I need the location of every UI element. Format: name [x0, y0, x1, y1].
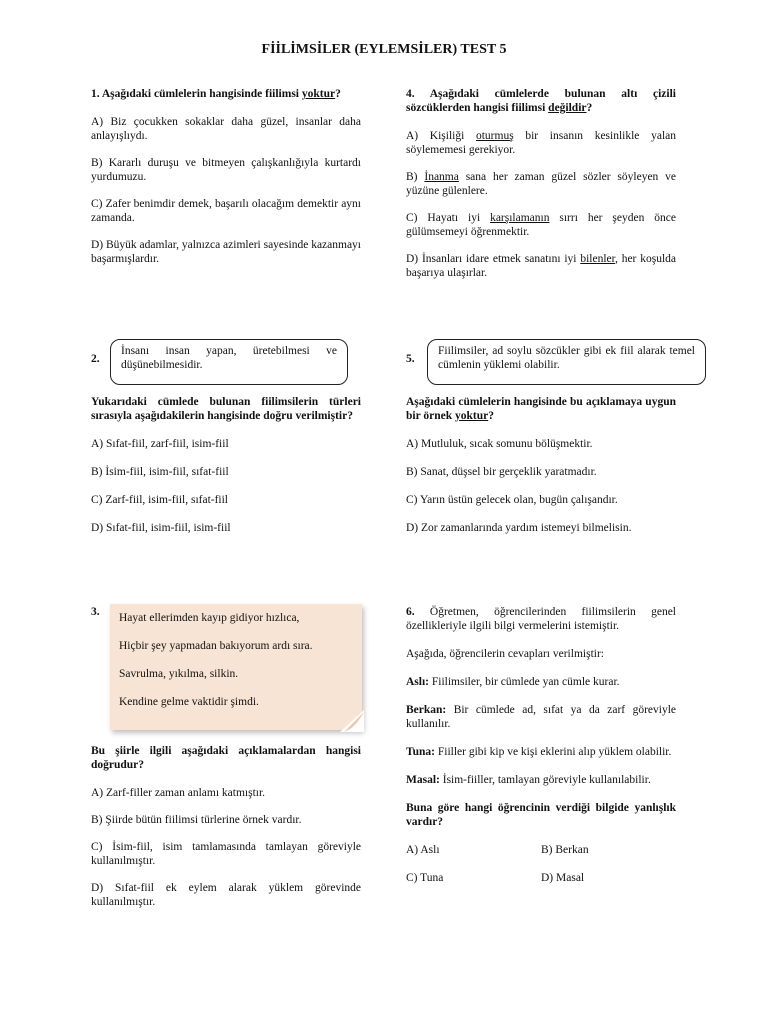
- poem-line-1: Hayat ellerimden kayıp gidiyor hızlıca,: [119, 612, 300, 624]
- question-1-option-b[interactable]: B) Kararlı duruşu ve bitmeyen çalışkanlığıyla kurtardı yurdumuzu.: [91, 157, 361, 183]
- answer-berkan: Berkan: Bir cümlede ad, sıfat ya da zarf göreviyle kullanılır.: [406, 704, 676, 730]
- question-4-option-d[interactable]: D) İnsanları idare etmek sanatını iyi bilenler, her koşulda başarıya ulaşırlar.: [406, 253, 676, 279]
- answer-tuna: Tuna: Fiiller gibi kip ve kişi eklerini alıp yüklem olabilir.: [406, 746, 672, 758]
- poem-line-2: Hiçbir şey yapmadan bakıyorum ardı sıra.: [119, 640, 313, 652]
- question-2-option-c[interactable]: C) Zarf-fiil, isim-fiil, sıfat-fiil: [91, 494, 229, 506]
- question-1-stem: 1. Aşağıdaki cümlelerin hangisinde fiilimsi yoktur?: [91, 88, 341, 100]
- question-4-option-a[interactable]: A) Kişiliği oturmuş bir insanın kesinlikle yalan söylememesi gerekiyor.: [406, 130, 676, 156]
- question-6-option-d[interactable]: D) Masal: [541, 872, 585, 884]
- question-3-option-c[interactable]: C) İsim-fiil, isim tamlamasında tamlayan göreviyle kullanılmıştır.: [91, 841, 361, 867]
- question-3-option-a[interactable]: A) Zarf-filler zaman anlamı katmıştır.: [91, 787, 266, 799]
- question-6-options: [406, 843, 676, 899]
- question-4: [406, 87, 676, 293]
- question-3-number: 3.: [91, 606, 100, 618]
- question-1-option-a[interactable]: A) Biz çocukken sokaklar daha güzel, insanlar daha anlayışlıydı.: [91, 116, 361, 142]
- page-curl-icon: [340, 710, 364, 732]
- question-6-intro: 6. Öğretmen, öğrencilerinden fiilimsilerin genel özellikleriyle ilgili bilgi vermelerini istemiştir.: [406, 606, 676, 632]
- question-2: [91, 395, 361, 549]
- poem-line-4: Kendine gelme vaktidir şimdi.: [119, 696, 259, 708]
- question-5-option-c[interactable]: C) Yarın üstün gelecek olan, bugün çalışandır.: [406, 494, 618, 506]
- question-2-quote-box: İnsanı insan yapan, üretebilmesi ve düşünebilmesidir.: [110, 339, 348, 385]
- question-6-option-b[interactable]: B) Berkan: [541, 844, 589, 856]
- question-6-option-c[interactable]: C) Tuna: [406, 872, 444, 884]
- question-4-option-b[interactable]: B) İnanma sana her zaman güzel sözler söyleyen ve yüzüne gülenlere.: [406, 171, 676, 197]
- question-5-option-b[interactable]: B) Sanat, düşsel bir gerçeklik yaratmadır.: [406, 466, 597, 478]
- poem-line-3: Savrulma, yıkılma, silkin.: [119, 668, 239, 680]
- question-3-option-b[interactable]: B) Şiirde bütün fiilimsi türlerine örnek vardır.: [91, 814, 302, 826]
- question-2-option-d[interactable]: D) Sıfat-fiil, isim-fiil, isim-fiil: [91, 522, 231, 534]
- question-2-option-a[interactable]: A) Sıfat-fiil, zarf-fiil, isim-fiil: [91, 438, 229, 450]
- question-6-stem: Buna göre hangi öğrencinin verdiği bilgide yanlışlık vardır?: [406, 802, 676, 828]
- question-5: [406, 395, 676, 549]
- question-5-info-box: Fiilimsiler, ad soylu sözcükler gibi ek fiil alarak temel cümlenin yüklemi olabilir.: [427, 339, 706, 385]
- question-5-number: 5.: [406, 353, 415, 365]
- question-6-intro-2: Aşağıda, öğrencilerin cevapları verilmiştir:: [406, 648, 604, 660]
- question-2-option-b[interactable]: B) İsim-fiil, isim-fiil, sıfat-fiil: [91, 466, 229, 478]
- answer-masal: Masal: İsim-fiiller, tamlayan göreviyle kullanılabilir.: [406, 774, 651, 786]
- question-5-stem: Aşağıdaki cümlelerin hangisinde bu açıklamaya uygun bir örnek yoktur?: [406, 396, 676, 422]
- question-1-option-c[interactable]: C) Zafer benimdir demek, başarılı olacağım demektir aynı zamanda.: [91, 198, 361, 224]
- question-3-poem-note: [110, 604, 362, 730]
- question-4-option-c[interactable]: C) Hayatı iyi karşılamanın sırrı her şeyden önce gülümsemeyi öğrenmektir.: [406, 212, 676, 238]
- question-2-number: 2.: [91, 353, 100, 365]
- question-5-option-d[interactable]: D) Zor zamanlarında yardım istemeyi bilmelisin.: [406, 522, 632, 534]
- question-6: [406, 605, 676, 899]
- question-3-option-d[interactable]: D) Sıfat-fiil ek eylem alarak yüklem görevinde kullanılmıştır.: [91, 882, 361, 908]
- question-4-stem: 4. Aşağıdaki cümlelerde bulunan altı çizili sözcüklerden hangisi fiilimsi değildir?: [406, 88, 676, 114]
- question-1: [91, 87, 361, 279]
- question-5-option-a[interactable]: A) Mutluluk, sıcak somunu bölüşmektir.: [406, 438, 593, 450]
- question-3: [91, 744, 361, 922]
- question-3-stem: Bu şiirle ilgili aşağıdaki açıklamalardan hangisi doğrudur?: [91, 745, 361, 771]
- question-6-option-a[interactable]: A) Aslı: [406, 844, 440, 856]
- question-1-option-d[interactable]: D) Büyük adamlar, yalnızca azimleri sayesinde kazanmayı başarmışlardır.: [91, 239, 361, 265]
- answer-asli: Aslı: Fiilimsiler, bir cümlede yan cümle kurar.: [406, 676, 620, 688]
- question-2-stem: Yukarıdaki cümlede bulunan fiilimsilerin türleri sırasıyla aşağıdakilerin hangisinde doğru verilmiştir?: [91, 396, 361, 422]
- page-title: FİİLİMSİLER (EYLEMSİLER) TEST 5: [261, 42, 507, 57]
